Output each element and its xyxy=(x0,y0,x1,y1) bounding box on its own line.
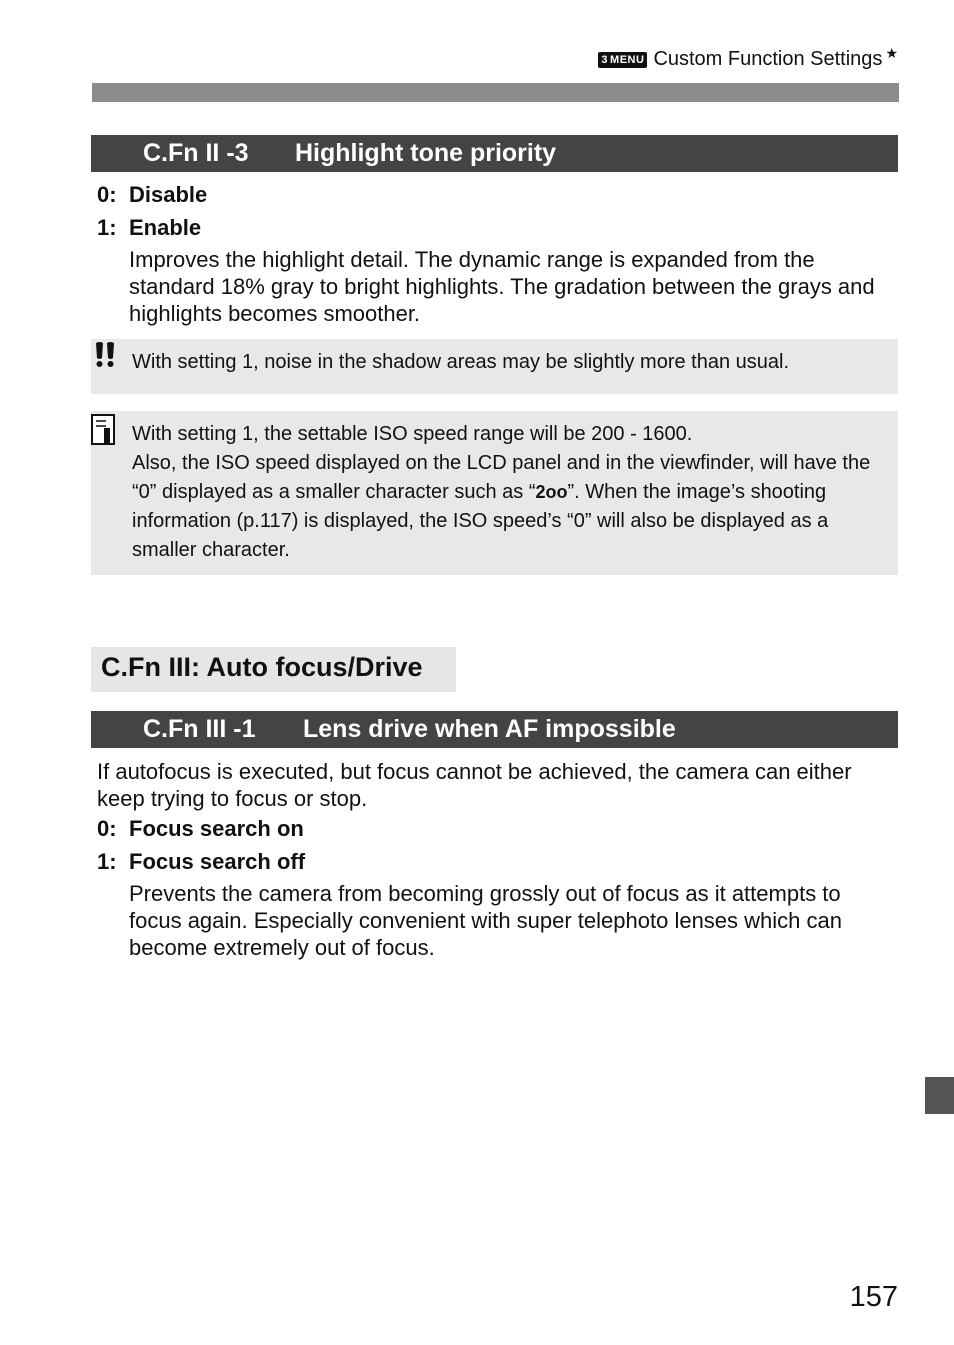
option-description: Prevents the camera from becoming grossly out of focus as it attempts to focus again. Especially convenient with super telephoto lenses which can become extremely out of focus. xyxy=(129,881,842,960)
option-label: Enable xyxy=(129,215,202,240)
header-rule xyxy=(92,83,899,102)
option-label: Disable xyxy=(129,182,208,207)
caution-icon xyxy=(91,341,119,369)
note-text xyxy=(132,420,882,565)
section-name: Custom Function Settings xyxy=(653,48,883,70)
note-line: With setting 1, the settable ISO speed range will be 200 - 1600. xyxy=(132,423,693,445)
option-label: Focus search off xyxy=(129,849,306,874)
note-box xyxy=(91,411,898,575)
cfn-iii-1-title-bar xyxy=(91,711,898,748)
option-key: 1: xyxy=(97,215,117,240)
cfn-ii-3-title-bar xyxy=(91,135,898,172)
running-header xyxy=(598,45,898,71)
note-icon xyxy=(91,414,117,446)
star-icon: ★ xyxy=(885,45,898,61)
option-item xyxy=(97,816,304,842)
chapter-side-tab xyxy=(925,1077,954,1114)
option-key: 0: xyxy=(97,182,117,207)
caution-text: With setting 1, noise in the shadow areas may be slightly more than usual. xyxy=(132,351,790,373)
function-intro: If autofocus is executed, but focus cannot be achieved, the camera can either keep trying to focus or stop. xyxy=(97,759,852,811)
caution-box xyxy=(91,339,898,394)
chapter-heading: C.Fn III: Auto focus/Drive xyxy=(91,647,456,692)
function-number: C.Fn III -1 xyxy=(143,715,256,743)
function-title: Lens drive when AF impossible xyxy=(303,715,676,743)
option-item xyxy=(97,849,305,875)
option-key: 1: xyxy=(97,849,117,874)
small-iso-example: 2oo xyxy=(535,482,568,502)
option-description: Improves the highlight detail. The dynamic range is expanded from the standard 18% gray to bright highlights. The gradation between the grays and highlights becomes smoother. xyxy=(129,247,875,326)
function-number: C.Fn II -3 xyxy=(143,139,249,167)
menu-tab-icon: 3 MENU xyxy=(598,52,647,68)
option-key: 0: xyxy=(97,816,117,841)
option-item xyxy=(97,215,201,241)
option-item xyxy=(97,182,207,208)
note-line: Also, the ISO speed displayed on the LCD panel and in the viewfinder, will have the “0” displayed as a smaller character such as “2oo”. When the image’s shooting information (p.117) is displayed, the ISO speed’s “0” will also be displayed as a smaller character. xyxy=(132,452,871,561)
option-label: Focus search on xyxy=(129,816,304,841)
page-number: 157 xyxy=(849,1281,898,1313)
function-title: Highlight tone priority xyxy=(295,139,557,167)
